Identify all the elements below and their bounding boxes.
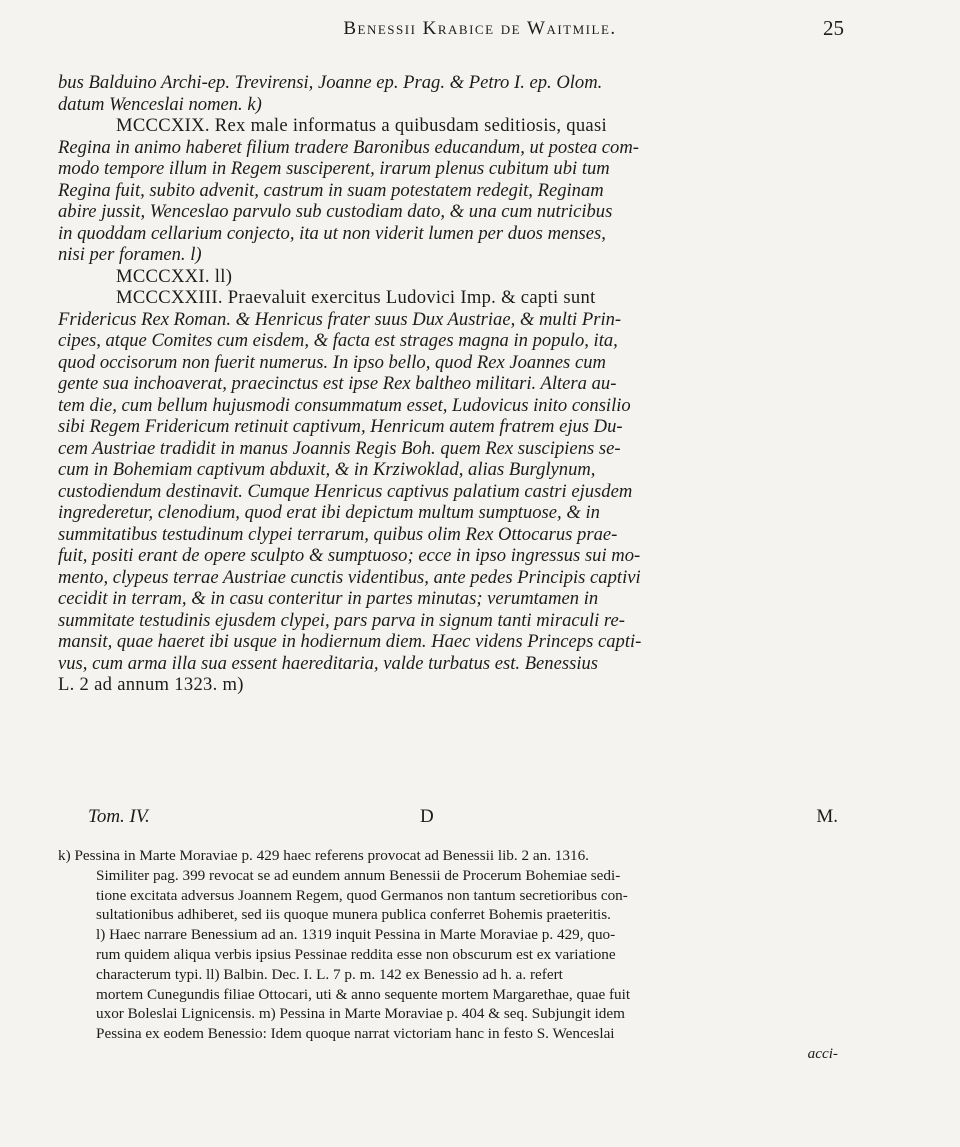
text-line: abire jussit, Wenceslao parvulo sub custodiam dato, & una cum nutricibus bbox=[58, 201, 613, 222]
footnote-line: uxor Boleslai Lignicensis. m) Pessina in Marte Moraviae p. 404 & seq. Subjungit idem bbox=[96, 1005, 625, 1023]
source-reference: L. 2 ad annum 1323. m) bbox=[58, 674, 244, 695]
text-line: gente sua inchoaverat, praecinctus est ipse Rex baltheo militari. Altera au- bbox=[58, 373, 617, 394]
signature-row bbox=[58, 806, 838, 832]
text-line: summitate testudinis ejusdem clypei, pars parva in signum tanti miraculi re- bbox=[58, 609, 625, 631]
footnote-line: rum quidem aliqua verbis ipsius Pessinae reddita esse non obscurum est ex variatione bbox=[96, 945, 616, 963]
running-head bbox=[0, 14, 960, 44]
year-entry-1319: MCCCXIX. Rex male informatus a quibusdam seditiosis, quasi bbox=[116, 115, 607, 136]
main-text bbox=[58, 72, 838, 696]
footnote-line: characterum typi. ll) Balbin. Dec. I. L. 7 p. m. 142 ex Benessio ad h. a. refert bbox=[96, 965, 563, 983]
text-line: quod occisorum non fuerit numerus. In ipso bello, quod Rex Joannes cum bbox=[58, 351, 606, 373]
gathering-signature: D bbox=[420, 806, 434, 827]
text-line: cipes, atque Comites cum eisdem, & facta est strages magna in populo, ita, bbox=[58, 330, 618, 351]
footnotes bbox=[58, 846, 838, 1064]
text-line: bus Balduino Archi-ep. Trevirensi, Joanne ep. Prag. & Petro I. ep. Olom. bbox=[58, 72, 603, 93]
running-title: Benessii Krabice de Waitmile. bbox=[343, 18, 617, 39]
footnote-line: tione excitata adversus Joannem Regem, quod Germanos non tantum secretioribus con- bbox=[96, 886, 628, 904]
year-entry-1321: MCCCXXI. ll) bbox=[116, 265, 233, 287]
volume-mark: Tom. IV. bbox=[88, 806, 150, 827]
text-line: sibi Regem Fridericum retinuit captivum, Henricum autem fratrem ejus Du- bbox=[58, 416, 623, 437]
text-line: cem Austriae tradidit in manus Joannis Regis Boh. quem Rex suscipiens se- bbox=[58, 437, 621, 459]
text-line: nisi per foramen. l) bbox=[58, 244, 202, 265]
catchword: M. bbox=[816, 806, 838, 827]
text-line: Regina in animo haberet filium tradere Baronibus educandum, ut postea com- bbox=[58, 136, 639, 158]
text-line: vus, cum arma illa sua essent haereditaria, valde turbatus est. Benessius bbox=[58, 652, 599, 674]
year-entry-1323: MCCCXXIII. Praevaluit exercitus Ludovici Imp. & capti sunt bbox=[116, 287, 596, 308]
text-line: datum Wenceslai nomen. k) bbox=[58, 93, 262, 115]
footnote-line: sultationibus adhiberet, sed iis quoque munera publica conferret Bohemis praeteritis. bbox=[96, 906, 611, 924]
text-line: in quoddam cellarium conjecto, ita ut non viderit lumen per duos menses, bbox=[58, 222, 606, 244]
footnote-line: k) Pessina in Marte Moraviae p. 429 haec referens provocat ad Benessii lib. 2 an. 1316. bbox=[58, 847, 589, 864]
text-line: tem die, cum bellum hujusmodi consummatum esset, Ludovicus inito consilio bbox=[58, 394, 631, 416]
text-line: mansit, quae haeret ibi usque in hodiernum diem. Haec videns Princeps capti- bbox=[58, 631, 642, 652]
footnote-line: mortem Cunegundis filiae Ottocari, uti & anno sequente mortem Margarethae, quae fuit bbox=[96, 985, 631, 1003]
text-line: Regina fuit, subito advenit, castrum in suam potestatem redegit, Reginam bbox=[58, 179, 604, 201]
text-line: fuit, positi erant de opere sculpto & sumptuoso; ecce in ipso ingressus sui mo- bbox=[58, 545, 641, 566]
footnote-line: Pessina ex eodem Benessio: Idem quoque narrat victoriam hanc in festo S. Wenceslai bbox=[96, 1025, 615, 1043]
text-line: cum in Bohemiam captivum abduxit, & in Krziwoklad, alias Burglynum, bbox=[58, 459, 596, 480]
text-line: summitatibus testudinum clypei terrarum, quibus olim Rex Ottocarus prae- bbox=[58, 523, 618, 545]
text-line: ingrederetur, clenodium, quod erat ibi depictum multum sumptuose, & in bbox=[58, 502, 600, 523]
text-line: custodiendum destinavit. Cumque Henricus captivus palatium castri ejusdem bbox=[58, 480, 633, 502]
footnote-line: Similiter pag. 399 revocat se ad eundem annum Benessii de Procerum Bohemiae sedi- bbox=[96, 866, 621, 884]
text-line: modo tempore illum in Regem susciperent, irarum plenus cubitum ubi tum bbox=[58, 158, 610, 179]
text-line: mento, clypeus terrae Austriae cunctis videntibus, ante pedes Principis captivi bbox=[58, 566, 641, 588]
text-line: cecidit in terram, & in casu conteritur in partes minutas; verumtamen in bbox=[58, 588, 599, 609]
text-line: Fridericus Rex Roman. & Henricus frater suus Dux Austriae, & multi Prin- bbox=[58, 308, 622, 330]
page-number: 25 bbox=[823, 16, 844, 40]
footnote-catchword: acci- bbox=[807, 1044, 838, 1062]
footnote-line: l) Haec narrare Benessium ad an. 1319 inquit Pessina in Marte Moraviae p. 429, quo- bbox=[96, 926, 616, 944]
